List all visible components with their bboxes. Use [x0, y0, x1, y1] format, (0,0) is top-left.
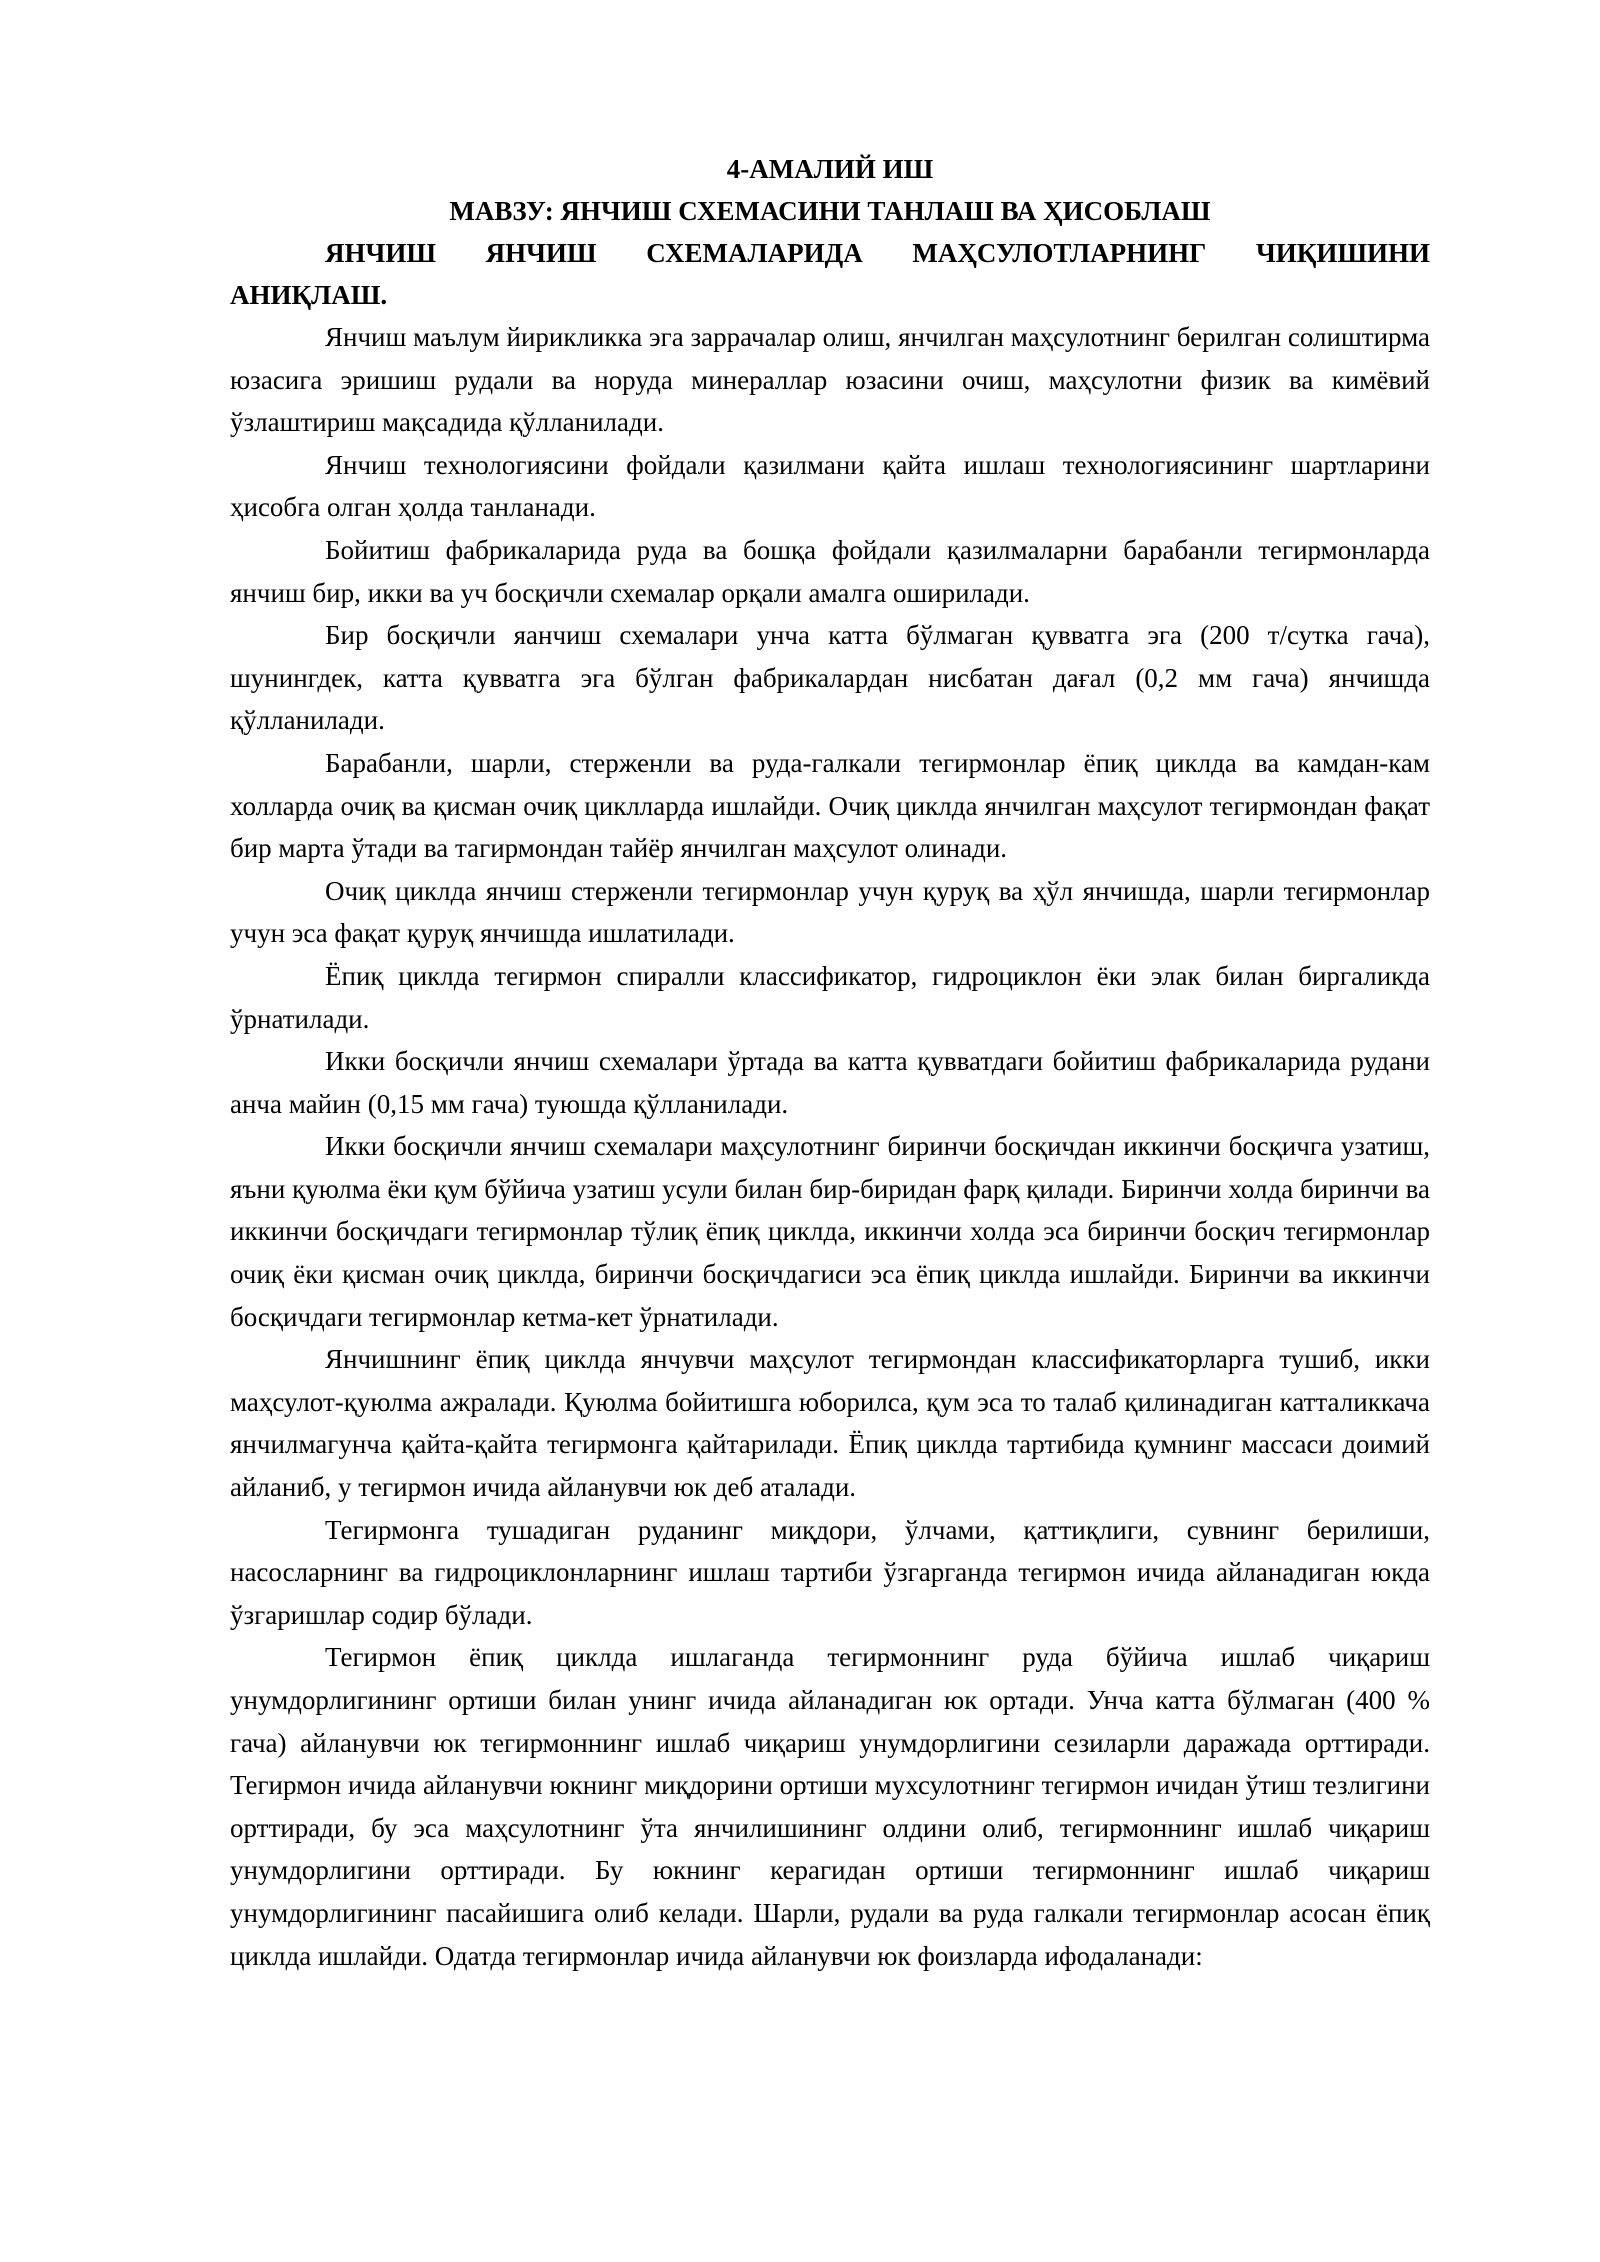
- paragraph: Бир босқичли яанчиш схемалари унча катта бўлмаган қувватга эга (200 т/сутка гача), шунингдек, катта қувватга эга бўлган фабрикалардан нисбатан дағал (0,2 мм гача) янчишда қўлланилади.: [230, 620, 1430, 736]
- paragraph: Икки босқичли янчиш схемалари ўртада ва катта қувватдаги бойитиш фабрикаларида рудани анча майин (0,15 мм гача) туюшда қўлланилади.: [230, 1046, 1430, 1119]
- paragraph: Икки босқичли янчиш схемалари маҳсулотнинг биринчи босқичдан иккинчи босқичга узатиш, яъни қуюлма ёки қум бўйича узатиш усули билан бир-биридан фарқ қилади. Биринчи холда биринчи ва иккинчи босқичдаги тегирмонлар тўлиқ ёпиқ циклда, иккинчи холда эса биринчи босқич тегирмонлар очиқ ёки қисман очиқ циклда, биринчи босқичдагиси эса ёпиқ циклда ишлайди. Биринчи ва иккинчи босқичдаги тегирмонлар кетма-кет ўрнатилади.: [230, 1131, 1430, 1332]
- document-topic: МАВЗУ: ЯНЧИШ СХЕМАСИНИ ТАНЛАШ ВА ҲИСОБЛАШ: [449, 196, 1211, 226]
- paragraph: Янчиш технологиясини фойдали қазилмани қайта ишлаш технологиясининг шартларини ҳисобга олган ҳолда танланади.: [230, 449, 1430, 523]
- paragraph: Янчишнинг ёпиқ циклда янчувчи маҳсулот тегирмондан классификаторларга тушиб, икки маҳсулот-қуюлма ажралади. Қуюлма бойитишга юборилса, қум эса то талаб қилинадиган катталиккача янчилмагунча қайта-қайта тегирмонга қайтарилади. Ёпиқ циклда тартибида қумнинг массаси доимий айланиб, у тегирмон ичида айланувчи юк деб аталади.: [230, 1344, 1430, 1503]
- paragraph: Ёпиқ циклда тегирмон спиралли классификатор, гидроциклон ёки элак билан биргаликда ўрнатилади.: [230, 960, 1430, 1034]
- paragraph: Тегирмон ёпиқ циклда ишлаганда тегирмоннинг руда бўйича ишлаб чиқариш унумдорлигининг ортиши билан унинг ичида айланадиган юк ортади. Унча катта бўлмаган (400 % гача) айланувчи юк тегирмоннинг ишлаб чиқариш унумдорлигини сезиларли даражада орттиради. Тегирмон ичида айланувчи юкнинг миқдорини ортиши мухсулотнинг тегирмон ичидан ўтиш тезлигини орттиради, бу эса маҳсулотнинг ўта янчилишининг олдини олиб, тегирмоннинг ишлаб чиқариш унумдорлигини орттиради. Бу юкнинг керагидан ортиши тегирмоннинг ишлаб чиқариш унумдорлигининг пасайишига олиб келади. Шарли, рудали ва руда галкали тегирмонлар асосан ёпиқ циклда ишлайди. Одатда тегирмонлар ичида айланувчи юк фоизларда ифодаланади:: [230, 1642, 1430, 1971]
- paragraph: Янчиш маълум йирикликка эга заррачалар олиш, янчилган маҳсулотнинг берилган солиштирма юзасига эришиш рудали ва норуда минераллар юзасини очиш, маҳсулотни физик ва кимёвий ўзлаштириш мақсадида қўлланилади.: [230, 322, 1430, 438]
- document-subtitle: ЯНЧИШ ЯНЧИШ СХЕМАЛАРИДА МАҲСУЛОТЛАРНИНГ ЧИҚИШИНИ АНИҚЛАШ.: [230, 238, 1430, 310]
- paragraph: Барабанли, шарли, стерженли ва руда-галкали тегирмонлар ёпиқ циклда ва камдан-кам холларда очиқ ва қисман очиқ циклларда ишлайди. Очиқ циклда янчилган маҳсулот тегирмондан фақат бир марта ўтади ва тагирмондан тайёр янчилган маҳсулот олинади.: [230, 747, 1430, 864]
- document-heading: 4-АМАЛИЙ ИШ: [726, 154, 934, 184]
- document-body: [230, 148, 1430, 1977]
- paragraph: Очиқ циклда янчиш стерженли тегирмонлар учун қуруқ ва ҳўл янчишда, шарли тегирмонлар учун эса фақат қуруқ янчишда ишлатилади.: [230, 875, 1430, 949]
- paragraph: Тегирмонга тушадиган руданинг миқдори, ўлчами, қаттиқлиги, сувнинг берилиши, насосларнинг ва гидроциклонларнинг ишлаш тартиби ўзгарганда тегирмон ичида айланадиган юкда ўзгаришлар содир бўлади.: [230, 1514, 1430, 1630]
- paragraph: Бойитиш фабрикаларида руда ва бошқа фойдали қазилмаларни барабанли тегирмонларда янчиш бир, икки ва уч босқичли схемалар орқали амалга оширилади.: [230, 534, 1430, 608]
